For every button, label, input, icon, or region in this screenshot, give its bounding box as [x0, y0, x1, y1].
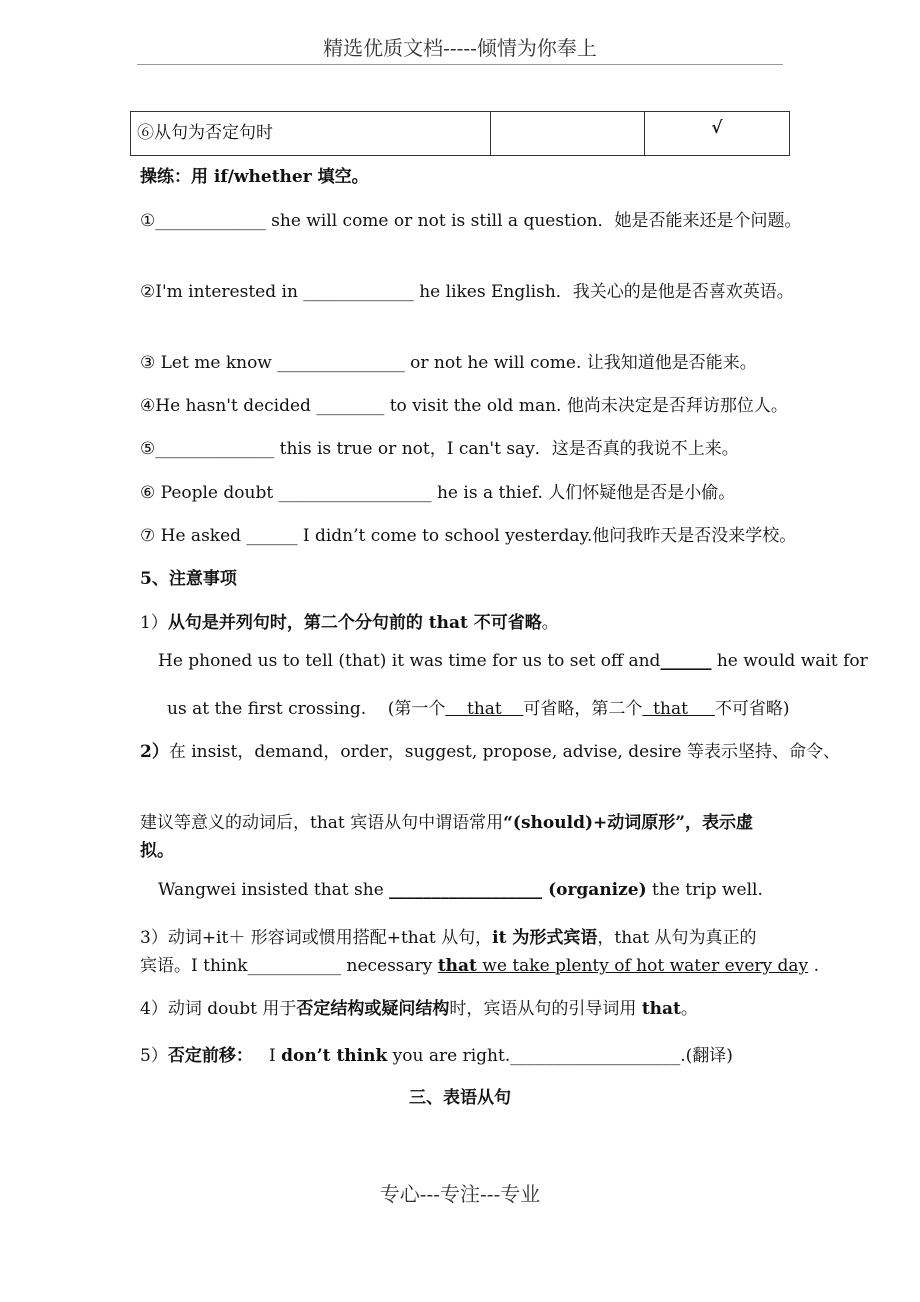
header-divider	[137, 64, 783, 65]
note-2-number: 2）	[140, 742, 169, 762]
table-cell-if	[491, 112, 645, 156]
note-1-example-line-1	[158, 651, 868, 671]
note-5	[140, 1041, 733, 1066]
note-1-example-text-2: he would wait for	[711, 651, 868, 671]
note-3-clause: we take plenty of hot water every day	[476, 956, 809, 976]
note-2-text-2: 建议等意义的动词后，that 宾语从句中谓语常用	[140, 813, 504, 833]
note-1-number: 1）	[140, 613, 168, 633]
note-4-end: 。	[680, 999, 698, 1019]
note-1-that-1: that	[445, 699, 524, 719]
note-4-rule: 否定结构或疑问结构	[296, 999, 450, 1019]
note-1-example-text: He phoned us to tell (that) it was time for us to set off and	[158, 651, 661, 671]
note-4-text: 4）动词 doubt 用于	[140, 999, 297, 1019]
practice-item-3: ③ Let me know _______________ or not he will come. 让我知道他是否能来。	[140, 353, 757, 373]
table-row	[131, 112, 790, 156]
note-2-line-1	[140, 737, 840, 762]
practice-item-5: ⑤______________ this is true or not，I can't say．这是否真的我说不上来。	[140, 439, 739, 459]
note-1-explain-b: 可省略，第二个	[523, 699, 643, 719]
note-3-text: 3）动词+it＋ 形容词或惯用搭配+that 从句，	[140, 928, 493, 948]
note-4	[140, 994, 698, 1019]
practice-heading: 操练：用 if/whether 填空。	[140, 167, 369, 187]
table-cell-condition: ⑥从句为否定句时	[131, 112, 491, 156]
note-1-rule: 从句是并列句时，第二个分句前的 that 不可省略	[167, 613, 542, 633]
note-3-that: that	[437, 956, 477, 976]
practice-item-6: ⑥ People doubt __________________ he is a thief. 人们怀疑他是否是小偷。	[140, 483, 736, 503]
note-5-example: you are right.____________________.(翻译)	[387, 1046, 733, 1066]
note-2-example-blank: __________________	[389, 880, 543, 900]
practice-item-7: ⑦ He asked ______ I didn’t come to school yesterday.他问我昨天是否没来学校。	[140, 526, 797, 546]
note-2-line-2	[140, 808, 753, 833]
note-3-text-2: ，that 从句为真正的	[597, 928, 757, 948]
section-title: 三、表语从句	[409, 1088, 511, 1108]
note-2-rule: “(should)+动词原形”，表示虚	[503, 813, 754, 833]
note-3-end: .	[808, 956, 819, 976]
note-1-example-line-2	[167, 694, 790, 719]
note-3-rule: it 为形式宾语	[492, 928, 598, 948]
note-3-line-1	[140, 923, 757, 948]
note-2-example	[158, 880, 763, 900]
note-2-example-text-2: the trip well.	[646, 880, 763, 900]
note-1-that-2: that	[642, 699, 715, 719]
note-1-explain-a: us at the first crossing. (第一个	[167, 699, 446, 719]
page-header: 精选优质文档-----倾情为你奉上	[323, 36, 597, 60]
note-3-example: 宾语。I think___________ necessary	[140, 956, 438, 976]
note-5-number: 5）	[140, 1046, 168, 1066]
practice-item-2: ②I'm interested in _____________ he likes English．我关心的是他是否喜欢英语。	[140, 282, 794, 302]
note-3-line-2	[140, 951, 819, 976]
note-1-example-blank: ______	[660, 651, 712, 671]
note-5-text: I	[252, 1046, 282, 1066]
notes-heading: 5、注意事项	[140, 569, 237, 589]
rules-table	[130, 111, 790, 156]
note-2-example-verb: (organize)	[542, 880, 647, 900]
note-5-rule: 否定前移：	[167, 1046, 253, 1066]
practice-item-1: ①_____________ she will come or not is still a question．她是否能来还是个问题。	[140, 211, 802, 231]
practice-item-4: ④He hasn't decided ________ to visit the old man. 他尚未决定是否拜访那位人。	[140, 396, 788, 416]
note-2-text: 在 insist，demand，order，suggest, propose, advise, desire 等表示坚持、命令、	[168, 742, 840, 762]
note-5-dont-think: don’t think	[281, 1046, 388, 1066]
note-4-text-2: 时，宾语从句的引导词用	[449, 999, 642, 1019]
note-2-example-text: Wangwei insisted that she	[158, 880, 390, 900]
table-cell-whether: √	[645, 112, 790, 156]
note-1-end: 。	[541, 613, 559, 633]
note-1	[140, 608, 559, 633]
note-2-line-3: 拟。	[140, 841, 174, 861]
note-1-explain-c: 不可省略)	[714, 699, 790, 719]
note-4-that: that	[641, 999, 681, 1019]
page-footer: 专心---专注---专业	[379, 1182, 541, 1206]
